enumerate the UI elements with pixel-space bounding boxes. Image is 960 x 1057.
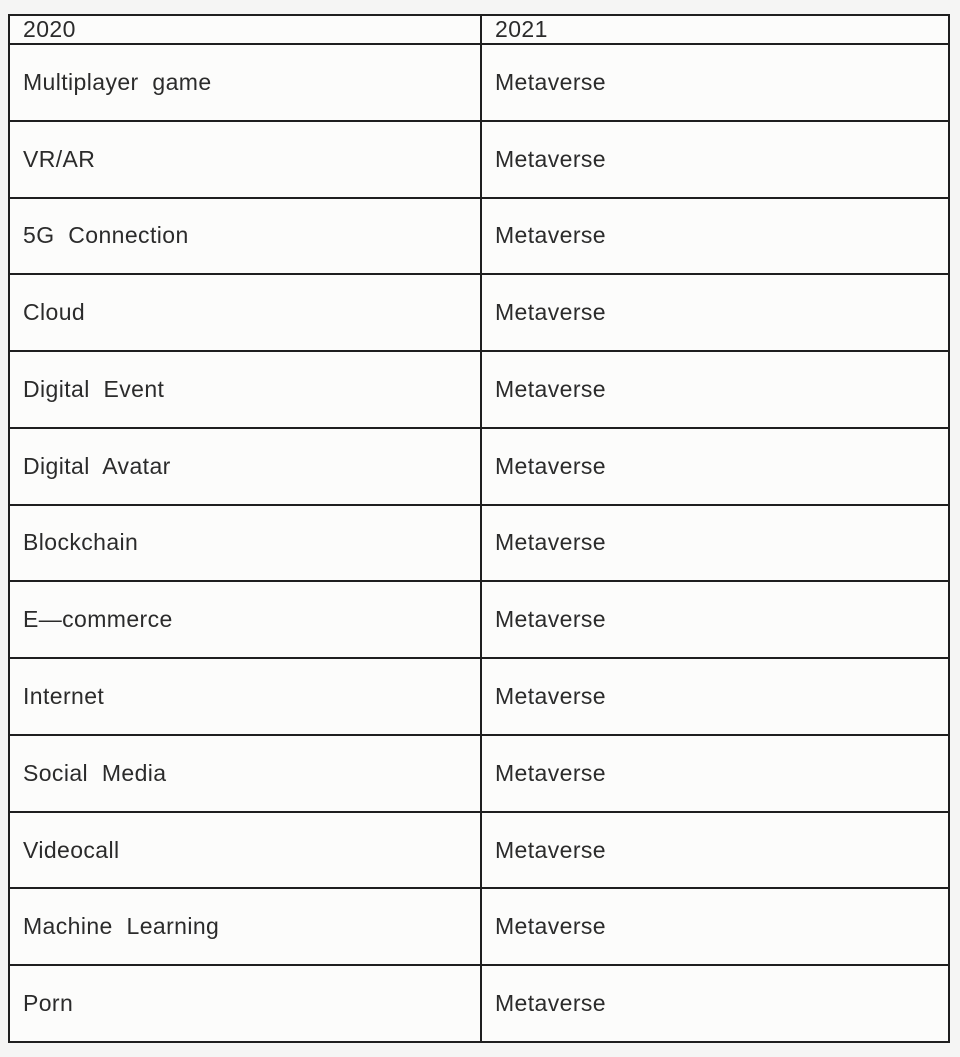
cell-2020-term: Blockchain xyxy=(9,505,481,582)
table-row xyxy=(9,735,949,812)
cell-2020-term: Multiplayer game xyxy=(9,44,481,121)
cell-2020-term: Machine Learning xyxy=(9,888,481,965)
cell-2021-term: Metaverse xyxy=(481,274,949,351)
cell-2021-term: Metaverse xyxy=(481,888,949,965)
cell-2020-term: Digital Event xyxy=(9,351,481,428)
cell-2021-term: Metaverse xyxy=(481,965,949,1042)
cell-2021-term: Metaverse xyxy=(481,581,949,658)
cell-2021-term: Metaverse xyxy=(481,351,949,428)
table-row xyxy=(9,44,949,121)
column-header-2021: 2021 xyxy=(481,15,949,44)
cell-2021-term: Metaverse xyxy=(481,658,949,735)
table-row xyxy=(9,351,949,428)
header-row xyxy=(9,15,949,44)
table-row xyxy=(9,581,949,658)
cell-2020-term: Social Media xyxy=(9,735,481,812)
cell-2020-term: Digital Avatar xyxy=(9,428,481,505)
cell-2021-term: Metaverse xyxy=(481,121,949,198)
cell-2020-term: 5G Connection xyxy=(9,198,481,275)
table-row xyxy=(9,812,949,889)
cell-2021-term: Metaverse xyxy=(481,812,949,889)
comparison-table xyxy=(8,14,950,1043)
cell-2020-term: Videocall xyxy=(9,812,481,889)
table-row xyxy=(9,658,949,735)
table-row xyxy=(9,274,949,351)
cell-2020-term: E—commerce xyxy=(9,581,481,658)
cell-2021-term: Metaverse xyxy=(481,428,949,505)
comparison-table-body xyxy=(9,44,949,1042)
table-row xyxy=(9,428,949,505)
table-row xyxy=(9,965,949,1042)
table-row xyxy=(9,888,949,965)
cell-2020-term: Porn xyxy=(9,965,481,1042)
cell-2021-term: Metaverse xyxy=(481,198,949,275)
cell-2021-term: Metaverse xyxy=(481,735,949,812)
cell-2020-term: Internet xyxy=(9,658,481,735)
table-header xyxy=(9,15,949,44)
column-header-2020: 2020 xyxy=(9,15,481,44)
table-row xyxy=(9,121,949,198)
table-row xyxy=(9,505,949,582)
cell-2021-term: Metaverse xyxy=(481,505,949,582)
cell-2021-term: Metaverse xyxy=(481,44,949,121)
table-row xyxy=(9,198,949,275)
cell-2020-term: VR/AR xyxy=(9,121,481,198)
cell-2020-term: Cloud xyxy=(9,274,481,351)
